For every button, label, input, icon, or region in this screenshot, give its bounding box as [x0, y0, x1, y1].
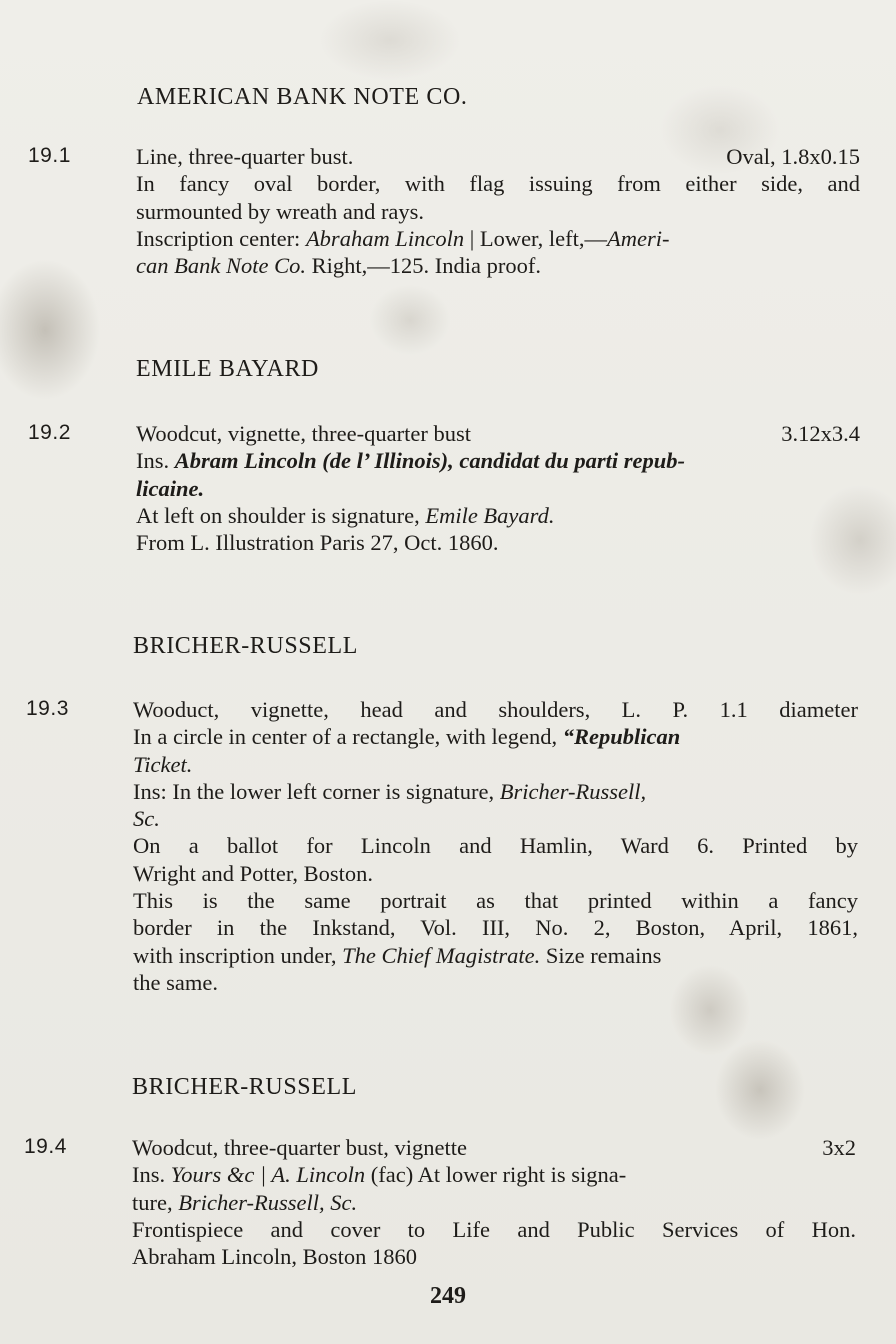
entry-line: This is the same portrait as that printed within a fancy [133, 888, 858, 914]
entry-line: ture, Bricher-Russell, Sc. [132, 1189, 358, 1215]
entry-line [136, 143, 860, 170]
section-heading: AMERICAN BANK NOTE CO. [137, 84, 468, 110]
section-heading: EMILE BAYARD [136, 356, 319, 382]
entry-line: border in the Inkstand, Vol. III, No. 2, Boston, April, 1861, [133, 915, 858, 941]
entry-line: At left on shoulder is signature, Emile Bayard. [136, 502, 555, 528]
entry-line: Ticket. [133, 751, 193, 777]
entry-size: Oval, 1.8x0.15 [726, 144, 860, 169]
section-heading: BRICHER-RUSSELL [132, 1074, 358, 1100]
entry-line: From L. Illustration Paris 27, Oct. 1860. [136, 530, 499, 556]
entry-text [132, 1134, 856, 1270]
entry-line: Wright and Potter, Boston. [133, 860, 374, 886]
entry-line: Wooduct, vignette, head and shoulders, L. P. 1.1 diameter [133, 697, 858, 722]
entry-line: the same. [133, 969, 218, 995]
entry-line [132, 1134, 856, 1161]
entry-line: Frontispiece and cover to Life and Public Services of Hon. [132, 1216, 856, 1242]
entry-size: 3x2 [822, 1135, 856, 1160]
page-number: 249 [430, 1283, 466, 1309]
entry-line: Abraham Lincoln, Boston 1860 [132, 1244, 417, 1270]
entry-line: Ins. Yours &c | A. Lincoln (fac) At lower right is signa- [132, 1162, 627, 1188]
entry-number: 19.1 [28, 144, 71, 167]
entry-number: 19.4 [24, 1135, 67, 1158]
entry-line: In fancy oval border, with flag issuing from either side, and [136, 171, 860, 197]
entry-line: On a ballot for Lincoln and Hamlin, Ward 6. Printed by [133, 833, 858, 859]
entry-line: Inscription center: Abraham Lincoln | Lower, left,—Ameri- [136, 225, 670, 251]
entry-description: Line, three-quarter bust. [136, 144, 354, 169]
entry-size: 3.12x3.4 [781, 421, 860, 446]
entry-line: licaine. [136, 475, 205, 501]
entry-description: Woodcut, three-quarter bust, vignette [132, 1135, 467, 1160]
entry-line: Ins. Abram Lincoln (de l’ Illinois), candidat du parti repub- [136, 448, 685, 474]
entry-number: 19.2 [28, 421, 71, 444]
entry-line: In a circle in center of a rectangle, with legend, “Republican [133, 724, 681, 750]
entry-line: Ins: In the lower left corner is signature, Bricher-Russell, [133, 778, 647, 804]
entry-line: with inscription under, The Chief Magistrate. Size remains [133, 942, 662, 968]
entry-line: can Bank Note Co. Right,—125. India proof. [136, 253, 541, 279]
entry-text [136, 143, 860, 279]
entry-text [133, 696, 858, 996]
entry-line: surmounted by wreath and rays. [136, 198, 425, 224]
entry-description: Woodcut, vignette, three-quarter bust [136, 421, 471, 446]
section-heading: BRICHER-RUSSELL [133, 633, 359, 659]
entry-line [136, 420, 860, 447]
entry-number: 19.3 [26, 697, 69, 720]
entry-line: Sc. [133, 806, 160, 832]
entry-text [136, 420, 860, 556]
